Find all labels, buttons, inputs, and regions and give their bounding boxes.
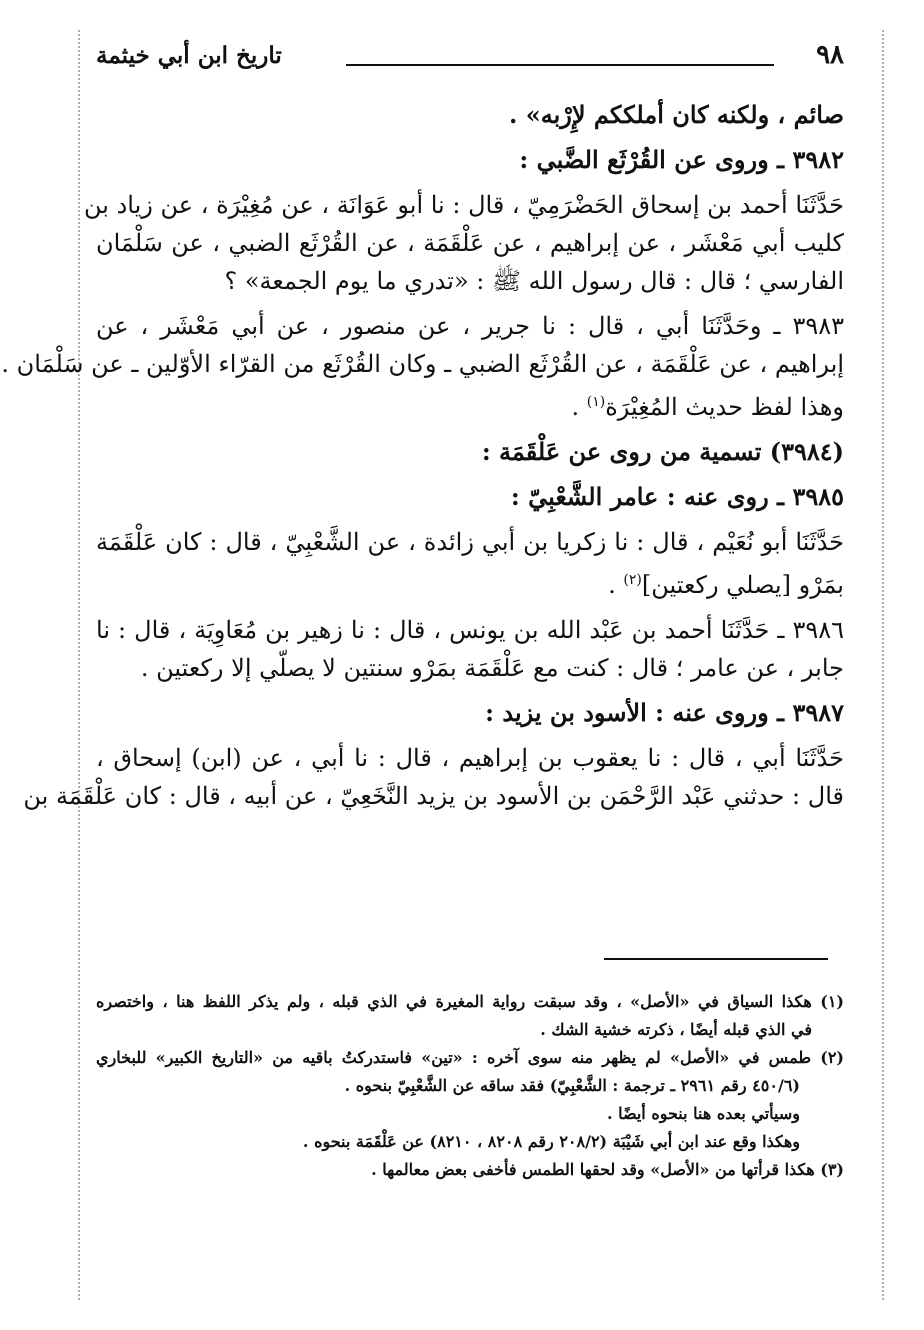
footnote-mark: (٢)	[623, 572, 642, 588]
footnote-mark: (١)	[586, 394, 606, 410]
running-title: تاريخ ابن أبي خيثمة	[96, 42, 282, 69]
main-text	[1, 96, 845, 815]
footnote-line: (١) هكذا السياق في «الأصل» ، وقد سبقت رواية المغيرة في الذي قبله ، ولم يذكر اللفظ هنا ، واختصره	[96, 992, 844, 1011]
text-line: جابر ، عن عامر ؛ قال : كنت مع عَلْقَمَة بمَرْو سنتين لا يصلّي إلا ركعتين .	[140, 654, 844, 682]
footnote-line: في الذي قبله أيضًا ، ذكرته خشية الشك .	[540, 1020, 812, 1039]
text-line: الفارسي ؛ قال : قال رسول الله ﷺ : «تدري ما يوم الجمعة» ؟	[224, 267, 844, 295]
hadith-heading: ٣٩٨٧ ـ وروى عنه : الأسود بن يزيد :	[485, 698, 844, 727]
text-line: كليب أبي مَعْشَر ، عن إبراهيم ، عن عَلْقَمَة ، عن القُرْثَع الضبي ، عن سَلْمَان	[96, 229, 844, 257]
hadith-heading: ٣٩٨٥ ـ روى عنه : عامر الشَّعْبِيّ :	[510, 482, 844, 511]
footnote-rule	[604, 958, 828, 960]
left-dotted-border	[78, 30, 80, 1300]
page-number: ٩٨	[816, 40, 844, 70]
page-header	[96, 40, 844, 80]
text-line: قال : حدثني عَبْد الرَّحْمَن بن الأسود بن يزيد النَّخَعِيّ ، عن أبيه ، قال : كان عَلْقَمَة بن	[23, 782, 844, 810]
text-line: حَدَّثَنَا أحمد بن إسحاق الحَضْرَمِيّ ، قال : نا أبو عَوَانَة ، عن مُغِيْرَة ، عن زياد بن	[84, 191, 844, 219]
section-heading: (٣٩٨٤) تسمية من روى عن عَلْقَمَة :	[481, 437, 844, 466]
text-line: حَدَّثَنَا أبو نُعَيْم ، قال : نا زكريا بن أبي زائدة ، عن الشَّعْبِيّ ، قال : كان عَلْقَمَة	[96, 528, 845, 556]
footnote-line: (٣) هكذا قرأتها من «الأصل» وقد لحقها الطمس فأخفى بعض معالمها .	[371, 1160, 844, 1179]
text-line: إبراهيم ، عن عَلْقَمَة ، عن القُرْثَع الضبي ـ وكان القُرْثَع من القرّاء الأوّلين ـ عن سَلْمَان .	[1, 350, 844, 378]
footnote-line: (٤٥٠/٦ رقم ٢٩٦١ ـ ترجمة : الشَّعْبِيّ) فقد ساقه عن الشَّعْبِيّ بنحوه .	[344, 1076, 800, 1095]
text-line: بمَرْو [يصلي ركعتين]$^{(٢)}$ .	[608, 571, 844, 599]
text-line: حَدَّثَنَا أبي ، قال : نا يعقوب بن إبراهيم ، قال : نا أبي ، عن (ابن) إسحاق ،	[96, 744, 844, 772]
footnote-line: وهكذا وقع عند ابن أبي شَيْبَة (٢٠٨/٢ رقم ٨٢٠٨ ، ٨٢١٠) عن عَلْقَمَة بنحوه .	[302, 1132, 800, 1151]
footnote-line: وسيأتي بعده هنا بنحوه أيضًا .	[606, 1104, 800, 1123]
text-line: وهذا لفظ حديث المُغِيْرَة$^{(١)}$ .	[571, 393, 844, 421]
hadith-heading: ٣٩٨٢ ـ وروى عن القُرْثَع الضَّبي :	[519, 145, 844, 174]
text-line: ٣٩٨٣ ـ وحَدَّثَنَا أبي ، قال : نا جرير ، عن منصور ، عن أبي مَعْشَر ، عن	[96, 312, 844, 340]
right-dotted-border	[882, 30, 884, 1300]
footnotes	[96, 988, 844, 1184]
footnote-line: (٢) طمس في «الأصل» لم يظهر منه سوى آخره : «تين» فاستدركتُ باقيه من «التاريخ الكبير» للبخاري	[96, 1048, 844, 1067]
text-line: صائم ، ولكنه كان أملككم لإِرْبه» .	[509, 100, 844, 129]
text-line: ٣٩٨٦ ـ حَدَّثَنَا أحمد بن عَبْد الله بن يونس ، قال : نا زهير بن مُعَاوِيَة ، قال : نا	[96, 616, 844, 644]
header-rule	[346, 64, 774, 66]
